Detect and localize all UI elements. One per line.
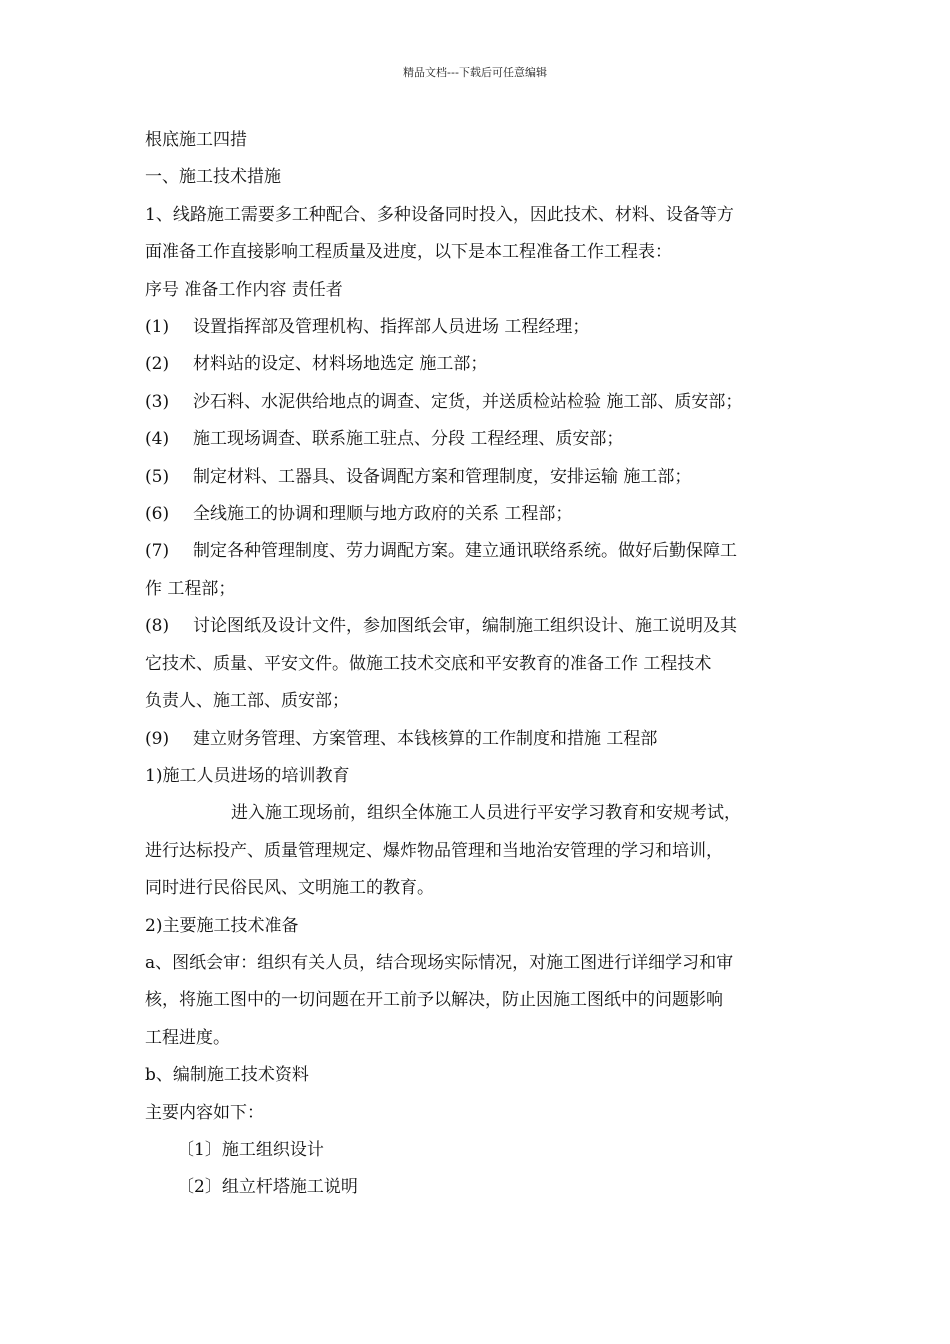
- item-text: 材料站的设定、材料场地选定 施工部；: [193, 354, 488, 375]
- item-text: 负责人、施工部、质安部；: [145, 691, 349, 712]
- table-header: 序号 准备工作内容 责任者: [145, 279, 343, 300]
- document-title: 根底施工四措: [145, 130, 247, 150]
- item-text: 设置指挥部及管理机构、指挥部人员进场 工程经理；: [193, 317, 590, 338]
- paragraph-line: 1、线路施工需要多工种配合、多种设备同时投入，因此技术、材料、设备等方: [145, 204, 734, 225]
- item-number: (8): [145, 616, 170, 637]
- item-text: 制定材料、工器具、设备调配方案和管理制度，安排运输 施工部；: [193, 466, 692, 487]
- list-item: [145, 608, 825, 645]
- item-number: (1): [145, 317, 170, 338]
- list-item: [145, 346, 825, 383]
- paragraph-line: 进入施工现场前，组织全体施工人员进行平安学习教育和安规考试，: [231, 803, 741, 824]
- list-item: [145, 496, 825, 533]
- list-item: 〔1〕施工组织设计: [177, 1139, 324, 1160]
- item-text: 讨论图纸及设计文件，参加图纸会审，编制施工组织设计、施工说明及其: [193, 616, 737, 637]
- item-number: (6): [145, 504, 170, 525]
- list-item: [145, 721, 825, 758]
- item-number: (3): [145, 391, 170, 412]
- page-header: 精品文档---下载后可任意编辑: [403, 66, 547, 79]
- item-number: (5): [145, 466, 170, 487]
- document-body: [145, 122, 825, 1207]
- list-item-continuation: [145, 646, 825, 683]
- item-text: 全线施工的协调和理顺与地方政府的关系 工程部；: [193, 504, 573, 525]
- paragraph-heading: b、编制施工技术资料: [145, 1065, 309, 1086]
- section-heading: 一、施工技术措施: [145, 167, 281, 188]
- paragraph-line: 进行达标投产、质量管理规定、爆炸物品管理和当地治安管理的学习和培训，: [145, 840, 723, 861]
- item-text: 制定各种管理制度、劳力调配方案。建立通讯联络系统。做好后勤保障工: [193, 541, 737, 562]
- paragraph-line: 核，将施工图中的一切问题在开工前予以解决，防止因施工图纸中的问题影响: [145, 990, 723, 1011]
- paragraph-line: 同时进行民俗民风、文明施工的教育。: [145, 878, 434, 899]
- list-item-continuation: [145, 571, 825, 608]
- list-item: [145, 384, 825, 421]
- item-text: 施工现场调查、联系施工驻点、分段 工程经理、质安部；: [193, 429, 624, 450]
- item-number: (4): [145, 429, 170, 450]
- item-text: 建立财务管理、方案管理、本钱核算的工作制度和措施 工程部: [193, 728, 658, 749]
- list-item: [145, 459, 825, 496]
- list-item: [145, 309, 825, 346]
- item-text: 它技术、质量、平安文件。做施工技术交底和平安教育的准备工作 工程技术: [145, 653, 712, 674]
- paragraph-line: 工程进度。: [145, 1027, 230, 1048]
- paragraph-line: 面准备工作直接影响工程质量及进度，以下是本工程准备工作工程表：: [145, 242, 672, 263]
- list-item: [145, 421, 825, 458]
- item-number: (7): [145, 541, 170, 562]
- subsection-heading: 2)主要施工技术准备: [145, 915, 299, 936]
- item-number: (9): [145, 728, 170, 749]
- item-number: (2): [145, 354, 170, 375]
- paragraph-line: 主要内容如下：: [145, 1102, 264, 1123]
- item-text: 作 工程部；: [145, 578, 236, 599]
- list-item-continuation: [145, 683, 825, 720]
- list-item: [145, 533, 825, 570]
- paragraph-line: a、图纸会审：组织有关人员，结合现场实际情况，对施工图进行详细学习和审: [145, 952, 734, 973]
- subsection-heading: 1)施工人员进场的培训教育: [145, 765, 350, 786]
- list-item: 〔2〕组立杆塔施工说明: [177, 1177, 358, 1198]
- item-text: 沙石料、水泥供给地点的调查、定货，并送质检站检验 施工部、质安部；: [193, 391, 743, 412]
